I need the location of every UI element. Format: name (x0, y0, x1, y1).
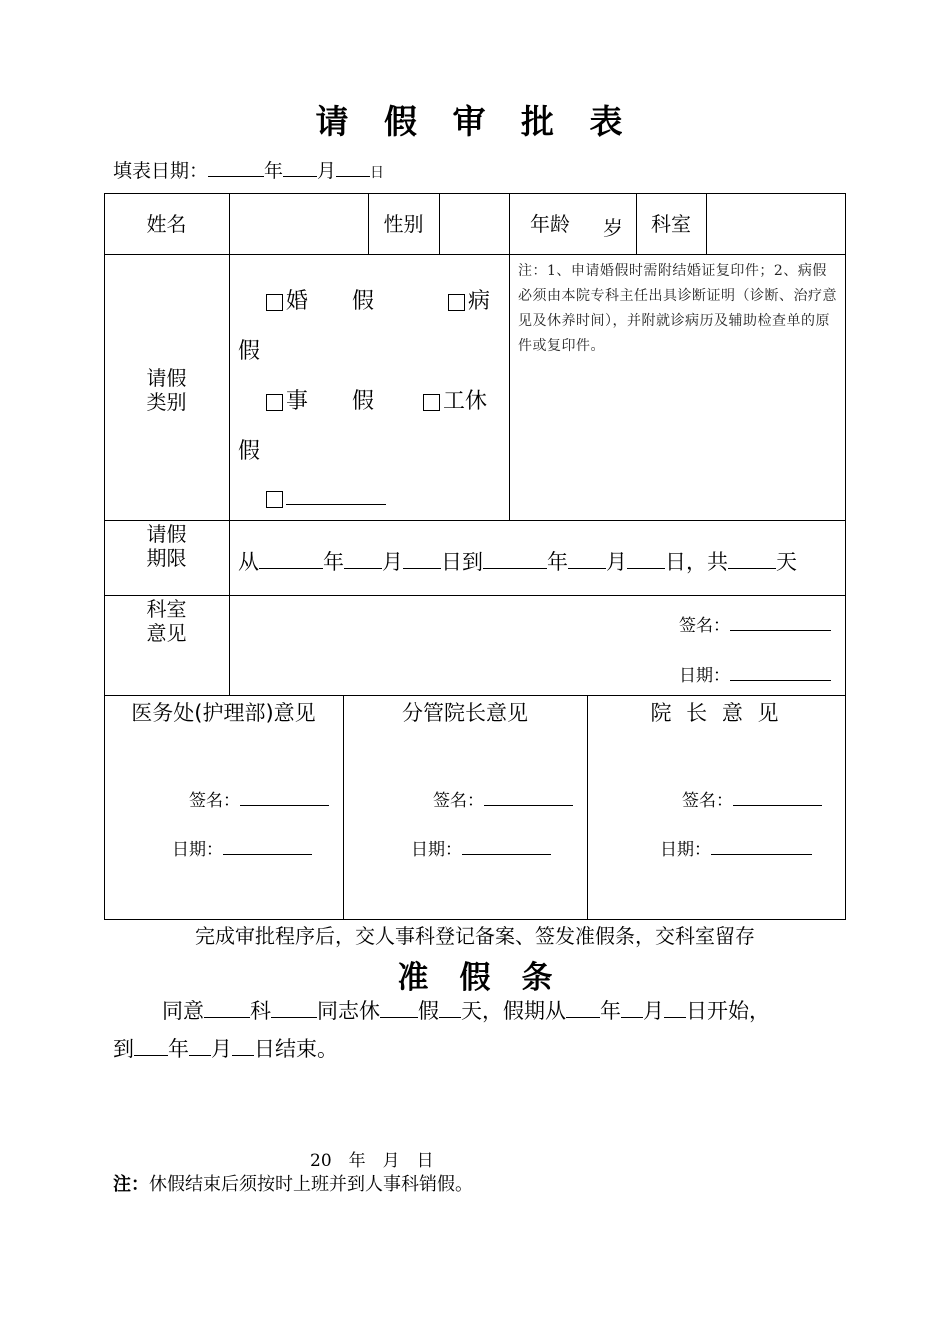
to-day-blank[interactable] (627, 550, 665, 569)
gender-label: 性别 (383, 212, 424, 236)
col-divider (706, 193, 707, 254)
checkbox[interactable] (266, 294, 283, 311)
period-day-total: 日，共 (665, 550, 728, 574)
to-year-blank[interactable] (483, 550, 547, 569)
col-divider (439, 193, 440, 254)
approval-president-sign (682, 786, 822, 811)
row-divider (104, 695, 846, 696)
period-line (238, 546, 797, 576)
total-days-blank[interactable] (728, 550, 776, 569)
period-label-line2: 期限 (146, 546, 187, 570)
leave-type-label-line1: 请假 (146, 366, 187, 390)
leave-type-label (104, 366, 229, 414)
dept-date (679, 661, 831, 686)
slip-text: 到 (113, 1037, 134, 1061)
slip-text: 日开始， (686, 999, 770, 1023)
col-divider (587, 695, 588, 920)
checkbox[interactable] (266, 491, 283, 508)
option-other[interactable] (266, 484, 386, 511)
approval-medical-sign (189, 786, 329, 811)
date-label: 日期： (411, 840, 462, 860)
president-sign-blank[interactable] (733, 787, 822, 806)
medical-sign-blank[interactable] (240, 787, 329, 806)
fill-month-unit: 月 (317, 160, 337, 182)
president-date-blank[interactable] (711, 836, 812, 855)
period-month: 月 (382, 550, 403, 574)
col-divider (229, 193, 230, 695)
row-divider (104, 254, 846, 255)
from-day-blank[interactable] (403, 550, 441, 569)
slip-text: 同志休 (317, 999, 380, 1023)
other-blank[interactable] (286, 484, 386, 505)
slip-text: 年 (168, 1037, 189, 1061)
option-label: 病 (468, 289, 491, 314)
slip-name-blank[interactable] (271, 999, 317, 1018)
option-label: 工休 (443, 389, 488, 414)
vice-date-blank[interactable] (462, 836, 551, 855)
slip-footnote (113, 1170, 473, 1196)
fill-date (113, 156, 384, 183)
fill-date-label: 填表日期： (113, 160, 209, 182)
approval-vice-title: 分管院长意见 (402, 701, 528, 725)
checkbox[interactable] (448, 294, 465, 311)
period-label (104, 522, 229, 570)
leave-type-note: 注：1、申请婚假时需附结婚证复印件；2、病假必须由本院专科主任出具诊断证明（诊断、治疗意见及休养时间），并附就诊病历及辅助检查单的原件或复印件。 (518, 263, 837, 354)
period-days: 天 (776, 550, 797, 574)
approval-vice-sign (433, 786, 573, 811)
slip-end-year-blank[interactable] (134, 1037, 168, 1056)
checkbox[interactable] (423, 394, 440, 411)
from-month-blank[interactable] (344, 550, 382, 569)
dept-label: 科室 (651, 212, 691, 236)
fill-year-blank[interactable] (208, 158, 264, 177)
dept-opinion-label (104, 597, 229, 645)
period-month: 月 (606, 550, 627, 574)
slip-days-blank[interactable] (439, 999, 461, 1018)
dept-sign-blank[interactable] (730, 612, 831, 631)
slip-text: 科 (250, 999, 271, 1023)
medical-date-blank[interactable] (223, 836, 312, 855)
slip-month-blank[interactable] (621, 999, 643, 1018)
period-label-line1: 请假 (146, 522, 187, 546)
name-label: 姓名 (146, 212, 187, 236)
option-sick[interactable] (448, 284, 490, 315)
checkbox[interactable] (266, 394, 283, 411)
sign-label: 签名： (679, 616, 730, 636)
row-divider (104, 595, 846, 596)
period-from: 从 (238, 550, 259, 574)
footnote-label: 注： (113, 1174, 149, 1195)
slip-text: 假 (418, 999, 439, 1023)
slip-year-blank[interactable] (566, 999, 600, 1018)
approval-president-title: 院 长 意 见 (650, 701, 783, 725)
slip-end-month-blank[interactable] (189, 1037, 211, 1056)
approval-medical-date (172, 835, 312, 860)
date-label: 日期： (660, 840, 711, 860)
option-marriage[interactable] (266, 284, 374, 315)
slip-dept-blank[interactable] (204, 999, 250, 1018)
slip-line2 (113, 1033, 338, 1063)
sign-label: 签名： (682, 791, 733, 811)
after-approval-note: 完成审批程序后，交人事科登记备案、签发准假条，交科室留存 (195, 924, 755, 948)
slip-end-day-blank[interactable] (232, 1037, 254, 1056)
fill-year-unit: 年 (264, 160, 284, 182)
dept-sign (679, 611, 831, 636)
option-sick-cont: 假 (238, 339, 261, 364)
fill-month-blank[interactable] (283, 158, 317, 177)
dept-field[interactable] (708, 196, 844, 252)
period-day-to: 日到 (441, 550, 483, 574)
slip-text: 月 (211, 1037, 232, 1061)
age-label: 年龄 (530, 212, 570, 236)
slip-text: 月 (643, 999, 664, 1023)
option-injury-cont: 假 (238, 439, 261, 464)
option-label: 婚 假 (286, 289, 375, 314)
gender-field[interactable] (441, 196, 508, 252)
slip-line1 (162, 995, 770, 1025)
period-year: 年 (547, 550, 568, 574)
fill-day-blank[interactable] (336, 158, 370, 177)
age-unit: 岁 (603, 216, 623, 240)
footnote-text: 休假结束后须按时上班并到人事科销假。 (149, 1174, 473, 1195)
date-label: 日期： (172, 840, 223, 860)
from-year-blank[interactable] (259, 550, 323, 569)
form-title: 请 假 审 批 表 (315, 102, 635, 141)
slip-date: 20 年 月 日 (310, 1151, 434, 1171)
slip-type-blank[interactable] (380, 999, 418, 1018)
slip-text: 年 (600, 999, 621, 1023)
sign-label: 签名： (433, 791, 484, 811)
row-divider (104, 520, 846, 521)
slip-text: 日结束。 (254, 1037, 338, 1061)
period-year: 年 (323, 550, 344, 574)
to-month-blank[interactable] (568, 550, 606, 569)
col-divider (343, 695, 344, 920)
vice-sign-blank[interactable] (484, 787, 573, 806)
approval-vice-date (411, 835, 551, 860)
date-label: 日期： (679, 666, 730, 686)
option-personal[interactable] (266, 384, 374, 415)
dept-date-blank[interactable] (730, 662, 831, 681)
approval-medical-title: 医务处(护理部)意见 (131, 701, 316, 725)
dept-opinion-label-line2: 意见 (146, 621, 187, 645)
option-injury[interactable] (423, 384, 487, 415)
option-label: 事 假 (286, 389, 375, 414)
name-field[interactable] (231, 196, 367, 252)
dept-opinion-label-line1: 科室 (146, 597, 187, 621)
slip-day-blank[interactable] (664, 999, 686, 1018)
fill-day-unit: 日 (370, 165, 385, 181)
slip-text: 同意 (162, 999, 204, 1023)
slip-text: 天，假期从 (461, 999, 566, 1023)
approval-president-date (660, 835, 812, 860)
col-divider (509, 193, 510, 520)
leave-type-label-line2: 类别 (146, 390, 187, 414)
sign-label: 签名： (189, 791, 240, 811)
slip-title: 准 假 条 (397, 960, 553, 996)
